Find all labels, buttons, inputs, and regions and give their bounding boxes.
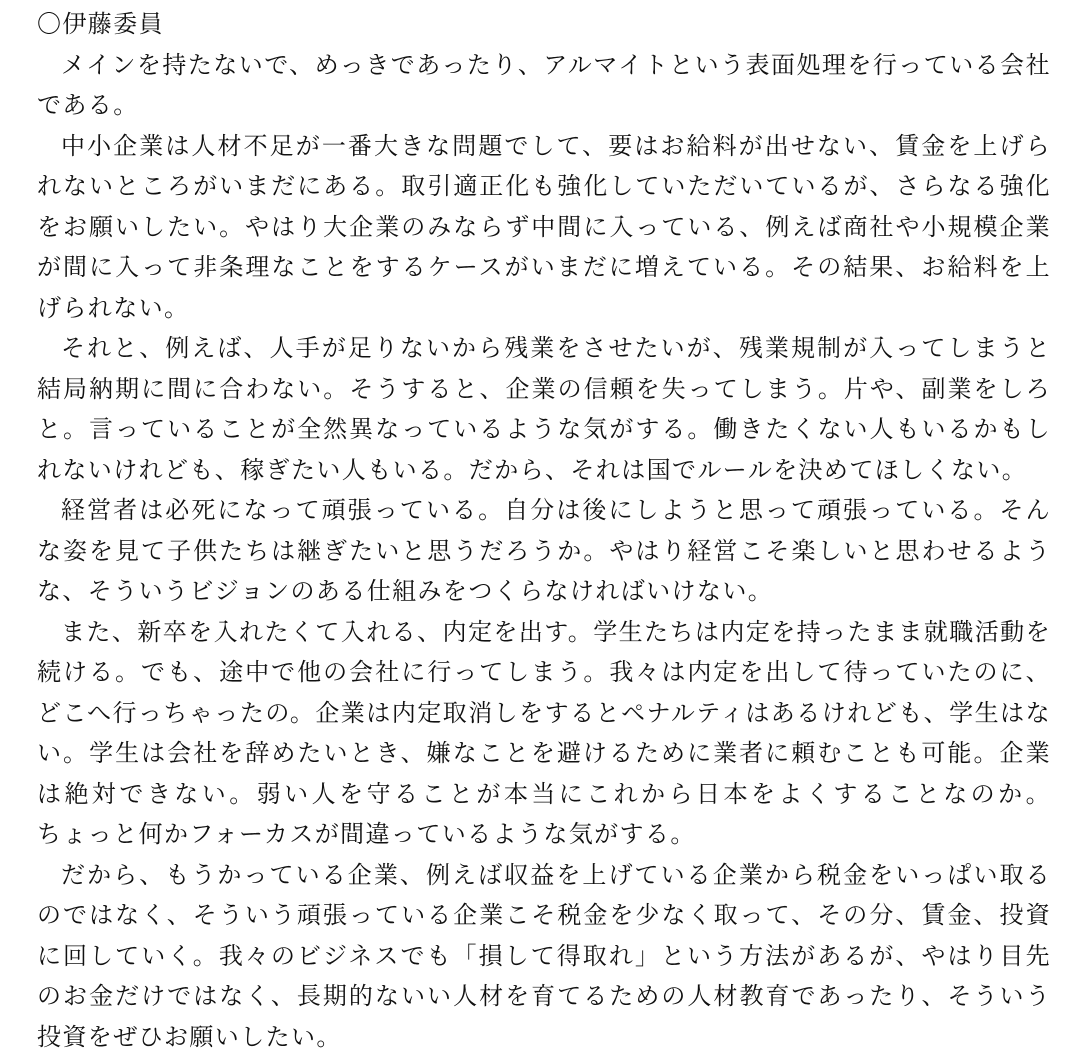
speaker-heading: 〇伊藤委員 [37, 11, 164, 38]
paragraph-tax-and-investment: だから、もうかっている企業、例えば収益を上げている企業から税金をいっぱい取るのではなく、そういう頑張っている企業こそ税金を少なく取って、その分、賃金、投資に回していく。我々のビジネスでも「損して得取れ」という方法があるが、やはり目先のお金だけではなく、長期的ないい人材を育てるための人材教育であったり、そういう投資をぜひお願いしたい。 [37, 861, 1051, 1051]
paragraph-management-vision: 経営者は必死になって頑張っている。自分は後にしようと思って頑張っている。そんな姿を見て子供たちは継ぎたいと思うだろうか。やはり経営こそ楽しいと思わせるような、そういうビジョンのある仕組みをつくらなければいけない。 [37, 497, 1051, 605]
paragraph-company-description: メインを持たないで、めっきであったり、アルマイトという表面処理を行っている会社である。 [37, 51, 1051, 119]
paragraph-sme-labor-shortage: 中小企業は人材不足が一番大きな問題でして、要はお給料が出せない、賃金を上げられないところがいまだにある。取引適正化も強化していただいているが、さらなる強化をお願いしたい。やはり大企業のみならず中間に入っている、例えば商社や小規模企業が間に入って非条理なことをするケースがいまだに増えている。その結果、お給料を上げられない。 [37, 132, 1051, 322]
paragraph-overtime-regulation: それと、例えば、人手が足りないから残業をさせたいが、残業規制が入ってしまうと結局納期に間に合わない。そうすると、企業の信頼を失ってしまう。片や、副業をしろと。言っていることが全然異なっているような気がする。働きたくない人もいるかもしれないけれども、稼ぎたい人もいる。だから、それは国でルールを決めてほしくない。 [37, 335, 1051, 484]
paragraph-new-graduates: また、新卒を入れたくて入れる、内定を出す。学生たちは内定を持ったまま就職活動を続ける。でも、途中で他の会社に行ってしまう。我々は内定を出して待っていたのに、どこへ行っちゃったの。企業は内定取消しをするとペナルティはあるけれども、学生はない。学生は会社を辞めたいとき、嫌なことを避けるために業者に頼むことも可能。企業は絶対できない。弱い人を守ることが本当にこれから日本をよくすることなのか。ちょっと何かフォーカスが間違っているような気がする。 [37, 618, 1051, 848]
